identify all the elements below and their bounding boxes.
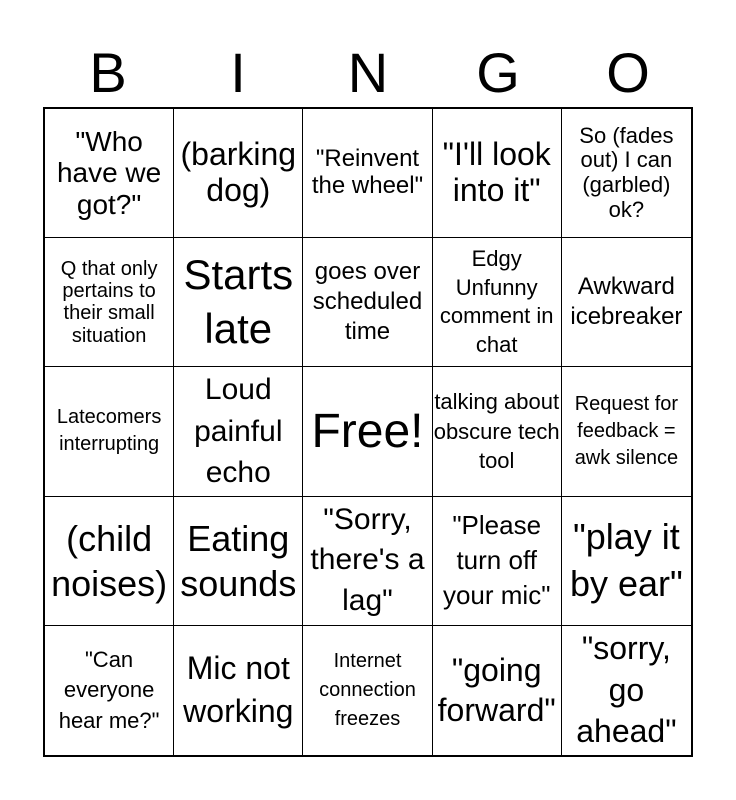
- bingo-cell[interactable]: [174, 238, 303, 367]
- bingo-cell[interactable]: [45, 238, 174, 367]
- header-letter-n: N: [347, 41, 389, 104]
- bingo-cell[interactable]: [174, 367, 303, 496]
- cell-text: (child noises): [51, 517, 168, 604]
- cell-text: Q that only pertains to their small situation: [60, 257, 158, 347]
- cell-text: "Please turn off your mic": [442, 510, 551, 611]
- bingo-header: [43, 40, 693, 106]
- bingo-cell[interactable]: [45, 109, 174, 238]
- cell-text: "going forward": [437, 652, 556, 729]
- cell-text: "Reinvent the wheel": [311, 145, 424, 200]
- cell-text: "Can everyone hear me?": [58, 646, 160, 733]
- header-letter-o: O: [606, 41, 650, 104]
- free-space-text: Free!: [311, 404, 424, 458]
- cell-text: Request for feedback = awk silence: [574, 392, 679, 469]
- bingo-cell[interactable]: [433, 626, 562, 755]
- cell-text: Eating sounds: [180, 517, 297, 604]
- bingo-cell[interactable]: [562, 497, 691, 626]
- cell-text: Edgy Unfunny comment in chat: [439, 246, 554, 357]
- bingo-cell[interactable]: [303, 238, 432, 367]
- bingo-cell[interactable]: [303, 109, 432, 238]
- bingo-cell[interactable]: [174, 109, 303, 238]
- cell-text: Starts late: [183, 250, 294, 353]
- bingo-cell[interactable]: [303, 497, 432, 626]
- bingo-board: [43, 107, 693, 757]
- free-space-cell[interactable]: [303, 367, 432, 496]
- cell-text: "play it by ear": [569, 515, 683, 604]
- bingo-cell[interactable]: [45, 367, 174, 496]
- cell-text: goes over scheduled time: [312, 258, 423, 346]
- cell-text: Awkward icebreaker: [570, 273, 683, 331]
- header-letter-i: I: [230, 41, 246, 104]
- bingo-cell[interactable]: [174, 497, 303, 626]
- header-letter-g: G: [476, 41, 520, 104]
- header-letter-b: B: [89, 41, 127, 104]
- bingo-cell[interactable]: [303, 626, 432, 755]
- bingo-cell[interactable]: [562, 626, 691, 755]
- cell-text: "I'll look into it": [442, 136, 551, 209]
- cell-text: talking about obscure tech tool: [433, 388, 560, 474]
- bingo-cell[interactable]: [45, 497, 174, 626]
- bingo-cell[interactable]: [562, 238, 691, 367]
- bingo-cell[interactable]: [562, 367, 691, 496]
- cell-text: So (fades out) I can (garbled) ok?: [579, 122, 674, 222]
- cell-text: "sorry, go ahead": [576, 630, 677, 750]
- cell-text: "Sorry, there's a lag": [310, 502, 425, 617]
- bingo-cell[interactable]: [45, 626, 174, 755]
- bingo-cell[interactable]: [433, 497, 562, 626]
- cell-text: Loud painful echo: [194, 373, 283, 490]
- bingo-cell[interactable]: [433, 367, 562, 496]
- cell-text: Internet connection freezes: [319, 649, 416, 730]
- bingo-cell[interactable]: [433, 238, 562, 367]
- cell-text: "Who have we got?": [56, 126, 162, 220]
- cell-text: (barking dog): [180, 136, 297, 209]
- bingo-cell[interactable]: [562, 109, 691, 238]
- cell-text: Latecomers interrupting: [56, 406, 162, 456]
- cell-text: Mic not working: [183, 650, 294, 730]
- bingo-cell[interactable]: [433, 109, 562, 238]
- bingo-cell[interactable]: [174, 626, 303, 755]
